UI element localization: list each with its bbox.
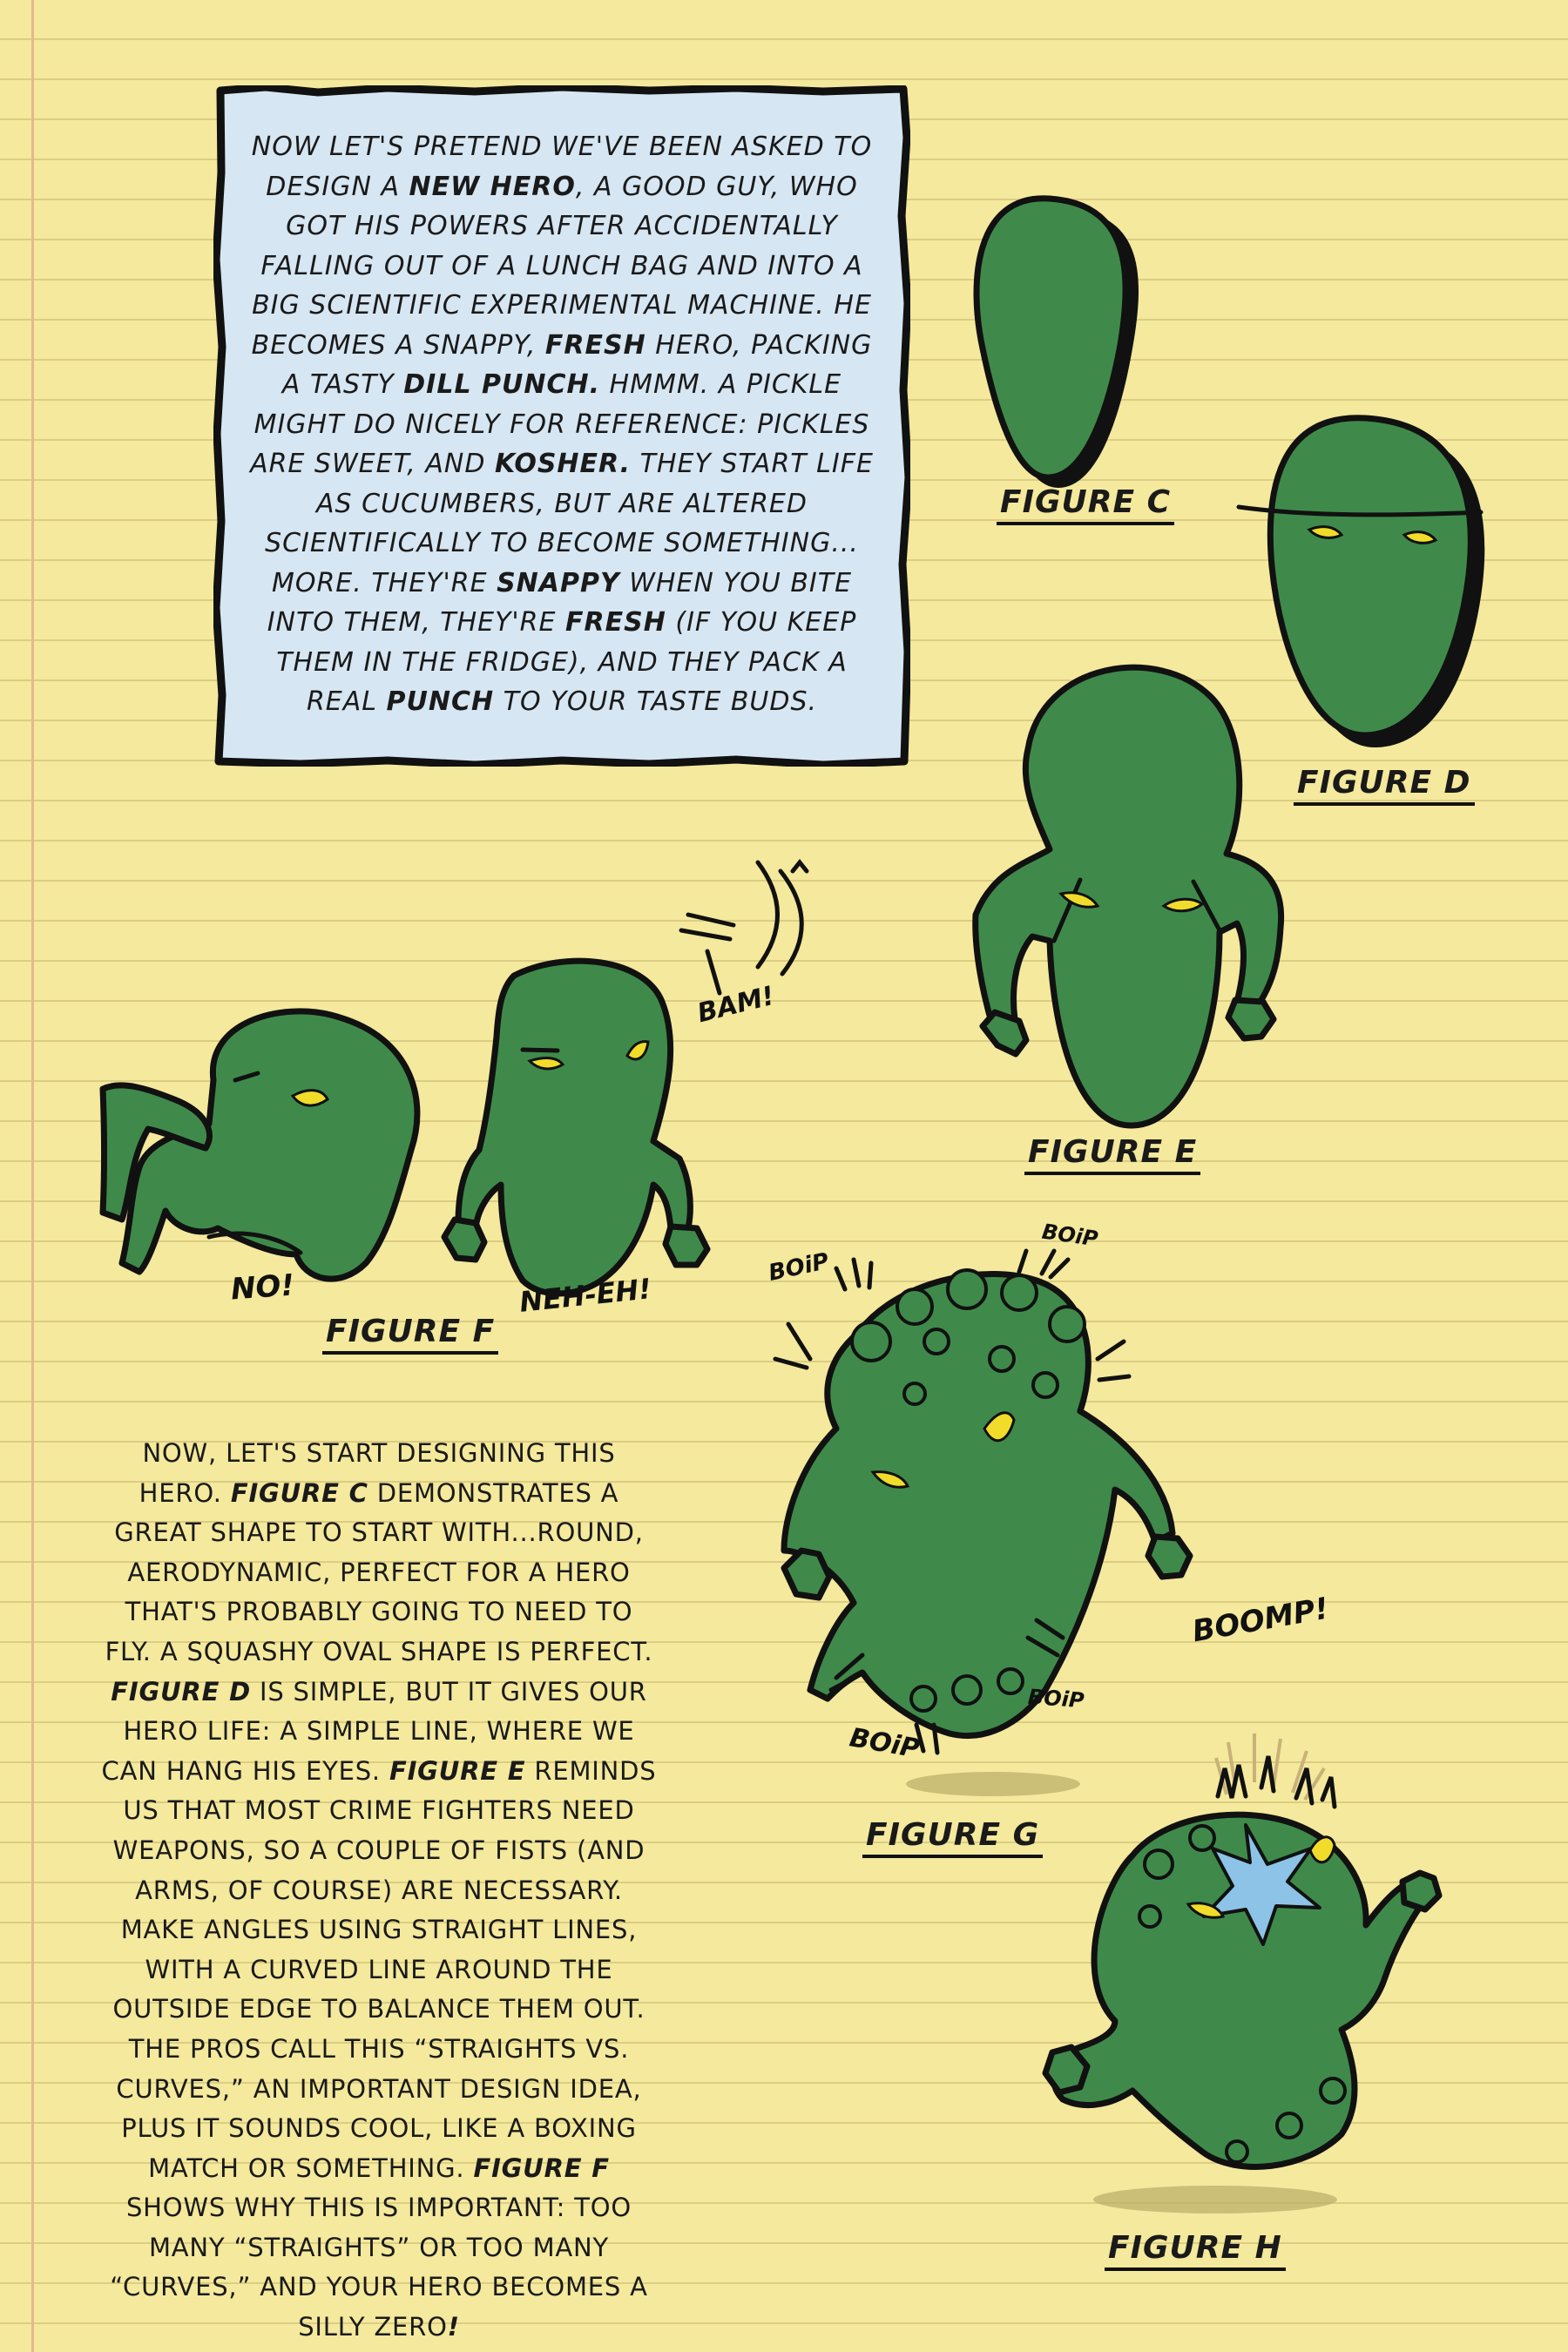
- body-text-1: NOW, LET'S START DESIGNING THIS HERO.: [139, 1438, 616, 1508]
- figure-f-curvy-character: [103, 1011, 417, 1279]
- body-ref-figure-d: FIGURE D: [111, 1676, 251, 1707]
- sfx-boip-4: BOiP: [847, 1722, 923, 1765]
- intro-text-6: WHEN YOU BITE INTO THEM, THEY'RE: [267, 567, 853, 638]
- intro-text-4: HMMM. A PICKLE MIGHT DO NICELY FOR REFERENCE: PICKLES ARE SWEET, AND: [250, 369, 870, 479]
- figure-e-label: FIGURE E: [1024, 1134, 1200, 1175]
- body-ref-figure-f: FIGURE F: [473, 2153, 610, 2183]
- intro-emph-snappy: SNAPPY: [497, 567, 620, 598]
- sfx-no: NO!: [229, 1267, 296, 1308]
- intro-emph-dill-punch: DILL PUNCH.: [403, 369, 600, 400]
- intro-emph-fresh: FRESH: [544, 329, 646, 361]
- figure-g-character: [775, 1251, 1190, 1796]
- figure-g-label: FIGURE G: [862, 1817, 1043, 1858]
- sfx-bam: BAM!: [694, 980, 778, 1030]
- sfx-boomp: BOOMP!: [1189, 1591, 1332, 1650]
- sfx-boip-1: BOiP: [766, 1248, 832, 1287]
- body-text-2: DEMONSTRATES A GREAT SHAPE TO START WITH...ROUND, AERODYNAMIC, PERFECT FOR A HERO THAT'S PROBABLY GOING TO NEED TO FLY. A SQUASHY OVAL SHAPE IS PERFECT.: [105, 1477, 653, 1666]
- bam-motion-lines: [681, 862, 807, 993]
- body-text-4: REMINDS US THAT MOST CRIME FIGHTERS NEED WEAPONS, SO A COUPLE OF FISTS (AND ARMS, OF COURSE) ARE NECESSARY. MAKE ANGLES USING STRAIGHT LINES, WITH A CURVED LINE AROUND THE OUTSIDE EDGE TO BALANCE THEM OUT. THE PROS CALL THIS “STRAIGHTS VS. CURVES,” AN IMPORTANT DESIGN IDEA, PLUS IT SOUNDS COOL, LIKE A BOXING MATCH OR SOMETHING.: [112, 1755, 657, 2183]
- figure-h-character: [1045, 1734, 1439, 2213]
- body-ref-figure-c: FIGURE C: [230, 1477, 368, 1508]
- figure-f-label: FIGURE F: [322, 1314, 498, 1355]
- intro-text-3: HERO, PACKING A TASTY: [281, 329, 873, 400]
- sfx-boip-3: BOiP: [1027, 1684, 1085, 1713]
- sfx-neh-eh: NEH-EH!: [517, 1272, 653, 1319]
- figure-d-blob: [1239, 418, 1484, 747]
- figure-h-label: FIGURE H: [1105, 2230, 1286, 2271]
- intro-emph-new-hero: NEW HERO: [409, 171, 576, 202]
- intro-text-8: TO YOUR TASTE BUDS.: [494, 686, 818, 717]
- figure-f-straight-character: [444, 961, 707, 1294]
- intro-emph-fresh-2: FRESH: [565, 607, 666, 638]
- body-text-3: IS SIMPLE, BUT IT GIVES OUR HERO LIFE: A SIMPLE LINE, WHERE WE CAN HANG HIS EYES.: [101, 1676, 647, 1786]
- intro-text-7: (IF YOU KEEP THEM IN THE FRIDGE), AND THEY PACK A REAL: [276, 607, 857, 717]
- sfx-boip-2: BOiP: [1040, 1219, 1100, 1252]
- intro-emph-kosher: KOSHER.: [494, 449, 632, 479]
- body-text-5: SHOWS WHY THIS IS IMPORTANT: TOO MANY “STRAIGHTS” OR TOO MANY “CURVES,” AND YOUR HERO BECOMES A SILLY ZERO: [110, 2193, 648, 2342]
- figure-e-character: [976, 667, 1281, 1125]
- figure-d-label: FIGURE D: [1294, 765, 1475, 806]
- intro-emph-punch: PUNCH: [386, 686, 495, 717]
- figure-c-label: FIGURE C: [997, 484, 1174, 525]
- intro-text-5: THEY START LIFE AS CUCUMBERS, BUT ARE ALTERED SCIENTIFICALLY TO BECOME SOMETHING... MORE. THEY'RE: [265, 449, 874, 598]
- body-ref-figure-e: FIGURE E: [389, 1755, 526, 1786]
- intro-text-2: , A GOOD GUY, WHO GOT HIS POWERS AFTER ACCIDENTALLY FALLING OUT OF A LUNCH BAG AND INTO A BIG SCIENTIFIC EXPERIMENTAL MACHINE. HE BECOMES A SNAPPY,: [251, 171, 872, 361]
- intro-text-1: NOW LET'S PRETEND WE'VE BEEN ASKED TO DESIGN A: [251, 132, 873, 202]
- body-exclamation: !: [447, 2312, 460, 2342]
- figure-c-blob: [977, 199, 1139, 488]
